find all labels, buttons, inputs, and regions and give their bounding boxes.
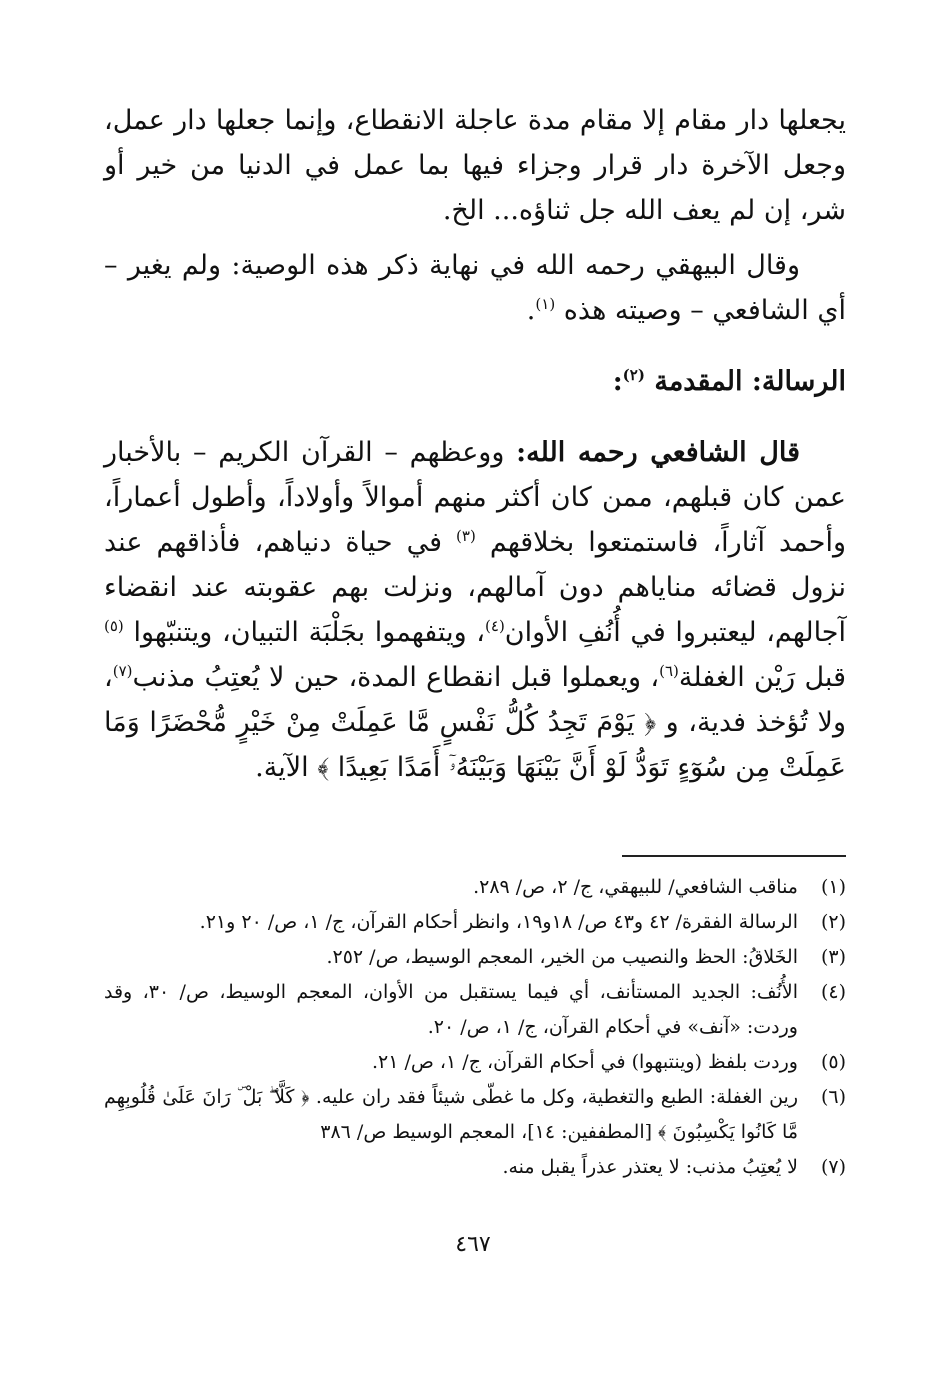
- footnote-number: (٢): [820, 911, 846, 933]
- footnote-text: وردت بلفظ (وينتبهوا) في أحكام القرآن، ج/ ١، ص/ ٢١.: [371, 1051, 798, 1073]
- quote-text-d: قبل رَيْن الغفلة: [678, 662, 846, 693]
- footnote-5: [104, 1045, 846, 1080]
- footnote-number: (٦): [820, 1086, 846, 1108]
- quote-lead: قال الشافعي رحمه الله:: [516, 437, 800, 468]
- footnote-text: لا يُعتِبُ مذنب: لا يعتذر عذراً يقبل منه.: [502, 1156, 798, 1178]
- paragraph-shafii-quote: [104, 430, 846, 790]
- quote-text-f: ، ولا تُؤخذ فدية، و: [104, 662, 846, 738]
- footnote-ref-4[interactable]: (٤): [485, 617, 505, 635]
- footnote-1: [104, 870, 846, 905]
- quote-text-c: ، ويتفهموا بجَلْبَة التبيان، ويتنبّهوا: [123, 617, 486, 648]
- quran-verse: ﴿ يَوْمَ تَجِدُ كُلُّ نَفْسٍ مَّا عَمِلَتْ مِنْ خَيْرٍ مُّحْضَرًا وَمَا عَمِلَتْ مِن سُوٓءٍ تَوَدُّ لَوْ أَنَّ بَيْنَهَا وَبَيْنَهُۥٓ أَمَدًا بَعِيدًا ﴾: [104, 707, 846, 783]
- footnote-number: (٧): [820, 1156, 846, 1178]
- quote-text-a: ووعظهم – القرآن الكريم – بالأخبار عمن كان قبلهم، ممن كان أكثر منهم أموالاً وأولاداً، وأطول أعماراً، وأحمد آثاراً، فاستمتعوا بخلاقهم: [104, 437, 846, 558]
- paragraph-bayhaqi: [104, 243, 846, 333]
- paragraph-bayhaqi-text: وقال البيهقي رحمه الله في نهاية ذكر هذه الوصية: ولم يغير – أي الشافعي – وصيته هذه: [104, 250, 846, 326]
- footnote-ref-3[interactable]: (٣): [456, 527, 476, 545]
- footnote-6: [104, 1080, 846, 1150]
- footnote-3: [104, 940, 846, 975]
- quote-text-g: الآية.: [255, 752, 318, 783]
- footnote-number: (٥): [820, 1051, 846, 1073]
- footnote-number: (٤): [820, 981, 846, 1003]
- footnote-text: رين الغفلة: الطبع والتغطية، وكل ما غطّى شيئاً فقد ران عليه. ﴿ كَلَّا ۖ بَلْ ۜ رَانَ عَلَىٰ قُلُوبِهِم مَّا كَانُوا يَكْسِبُونَ ﴾ [المطففين: ١٤]، المعجم الوسيط ص/ ٣٨٦: [104, 1086, 798, 1143]
- main-text: [104, 98, 846, 790]
- section-heading-text: الرسالة: المقدمة: [654, 366, 846, 397]
- quote-text-e: ، ويعملوا قبل انقطاع المدة، حين لا يُعتِبُ مذنب: [132, 662, 660, 693]
- footnote-number: (١): [820, 876, 846, 898]
- page-number: ٤٦٧: [455, 1232, 491, 1257]
- footnote-text: مناقب الشافعي/ للبيهقي، ج/ ٢، ص/ ٢٨٩.: [473, 876, 798, 898]
- footnote-4: [104, 975, 846, 1045]
- footnote-2: [104, 905, 846, 940]
- paragraph-continuation: يجعلها دار مقام إلا مقام مدة عاجلة الانقطاع، وإنما جعلها دار عمل، وجعل الآخرة دار قرار وجزاء فيها بما عمل في الدنيا من خير أو شر، إن لم يعف الله جل ثناؤه... الخ.: [104, 105, 846, 226]
- section-heading-end: :: [612, 366, 623, 397]
- footnote-text: الرسالة الفقرة/ ٤٢ و٤٣ ص/ ١٨و١٩، وانظر أحكام القرآن، ج/ ١، ص/ ٢٠ و٢١.: [199, 911, 798, 933]
- footnote-7: [104, 1150, 846, 1185]
- quote-text-b: في حياة دنياهم، فأذاقهم عند نزول قضائه مناياهم دون آمالهم، ونزلت بهم عقوبته عند انقضاء آجالهم، ليعتبروا في أُنُفِ الأوان: [104, 527, 846, 648]
- footnote-ref-7[interactable]: (٧): [112, 662, 133, 680]
- footnote-text: الأُنُف: الجديد المستأنف، أي فيما يستقبل من الأوان، المعجم الوسيط، ص/ ٣٠، وقد وردت: «آنف» في أحكام القرآن، ج/ ١، ص/ ٢٠.: [104, 981, 798, 1038]
- footnote-ref-2[interactable]: (٢): [622, 366, 645, 384]
- footnote-separator: [622, 855, 846, 857]
- footnote-ref-6[interactable]: (٦): [659, 662, 679, 680]
- footnote-ref-1[interactable]: (١): [535, 295, 556, 313]
- footnote-text: الخَلاقُ: الحظ والنصيب من الخير، المعجم الوسيط، ص/ ٢٥٢.: [326, 946, 798, 968]
- footnote-ref-5[interactable]: (٥): [104, 617, 124, 635]
- footnotes-list: [104, 870, 846, 1185]
- section-heading: [104, 359, 846, 404]
- paragraph-bayhaqi-end: .: [526, 295, 536, 326]
- footnote-number: (٣): [820, 946, 846, 968]
